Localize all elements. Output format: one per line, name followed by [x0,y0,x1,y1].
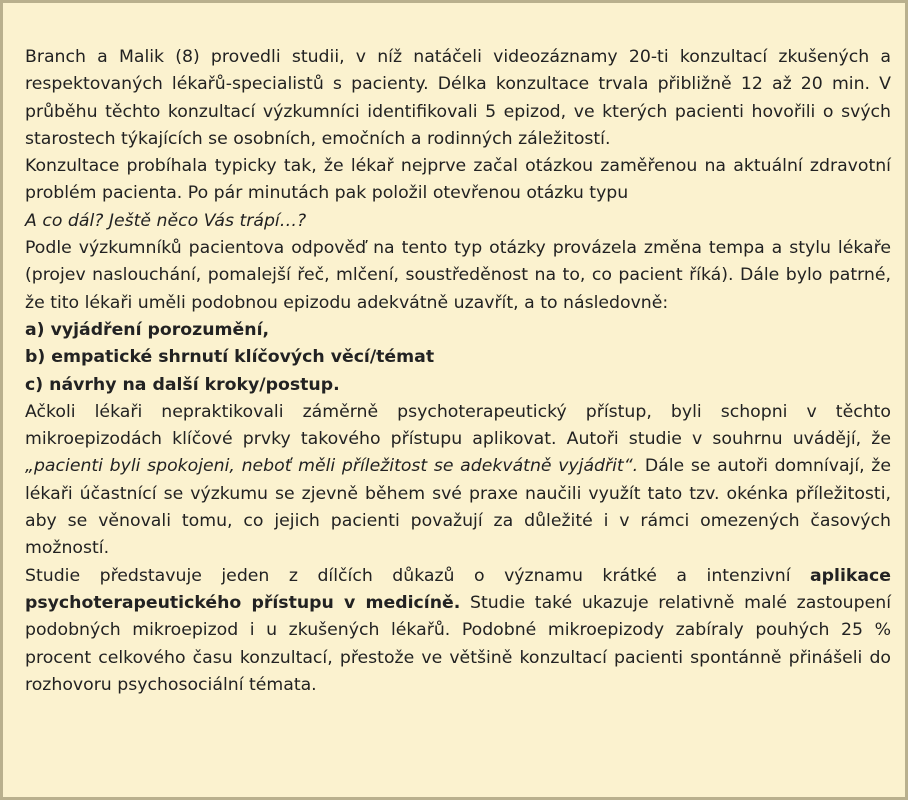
paragraph-5-end: Studie také ukazuje relativně malé zastoupení podobných mikroepizod i u zkušených lékařů. Podobné mikroepizody zabíraly pouhých 25 % procent celkového času konzultací, přestože ve většině konzultací pacienti spontánně přinášeli do rozhovoru psychosociální témata. [25,592,891,695]
paragraph-authors-summary [25,399,891,563]
paragraph-researchers-findings: Podle výzkumníků pacientova odpověď na tento typ otázky provázela změna tempa a stylu lékaře (projev naslouchání, pomalejší řeč, mlčení, soustředěnost na to, co pacient říká). Dále bylo patrné, že tito lékaři uměli podobnou epizodu adekvátně uzavřít, a to následovně: [25,238,891,313]
list-item: c) návrhy na další kroky/postup. [25,374,340,395]
highlighted-phrase: aplikace psychoterapeutického přístupu v medicíně. [25,565,891,613]
paragraph-4-start: Ačkoli lékaři nepraktikovali záměrně psychoterapeutický přístup, byli schopni v těchto mikroepizodách klíčové prvky takového přístupu aplikovat. Autoři studie v souhrnu uvádějí, že [25,401,891,450]
list-item: b) empatické shrnutí klíčových věcí/témat [25,347,435,368]
question-quote: A co dál? Ještě něco Vás trápí…? [25,210,307,231]
list-item: a) vyjádření porozumění, [25,319,270,340]
patients-quote: „pacienti byli spokojeni, neboť měli příležitost se adekvátně vyjádřit“. [25,456,639,477]
paragraph-study-intro: Branch a Malik (8) provedli studii, v níž natáčeli videozáznamy 20-ti konzultací zkušených a respektovaných lékařů-specialistů s pacienty. Délka konzultace trvala přibližně 12 až 20 min. V průběhu těchto konzultací výzkumníci identifikovali 5 epizod, ve kterých pacienti hovořili o svých starostech týkajících se osobních, emočních a rodinných záležitostí. [25,47,891,149]
paragraph-5-start: Studie představuje jeden z dílčích důkazů o významu krátké a intenzivní [25,565,810,586]
paragraph-consultation-flow: Konzultace probíhala typicky tak, že lékař nejprve začal otázkou zaměřenou na aktuální zdravotní problém pacienta. Po pár minutách pak položil otevřenou otázku typu [25,156,891,204]
paragraph-4-end: Dále se autoři domnívají, že lékaři účastnící se výzkumu se zjevně během své praxe naučili využít tato tzv. okénka příležitosti, aby se věnovali tomu, co jejich pacienti považují za důležité i v rámci omezených časových možností. [25,456,891,559]
paragraph-study-significance [25,563,891,699]
text-box-content [25,44,891,699]
